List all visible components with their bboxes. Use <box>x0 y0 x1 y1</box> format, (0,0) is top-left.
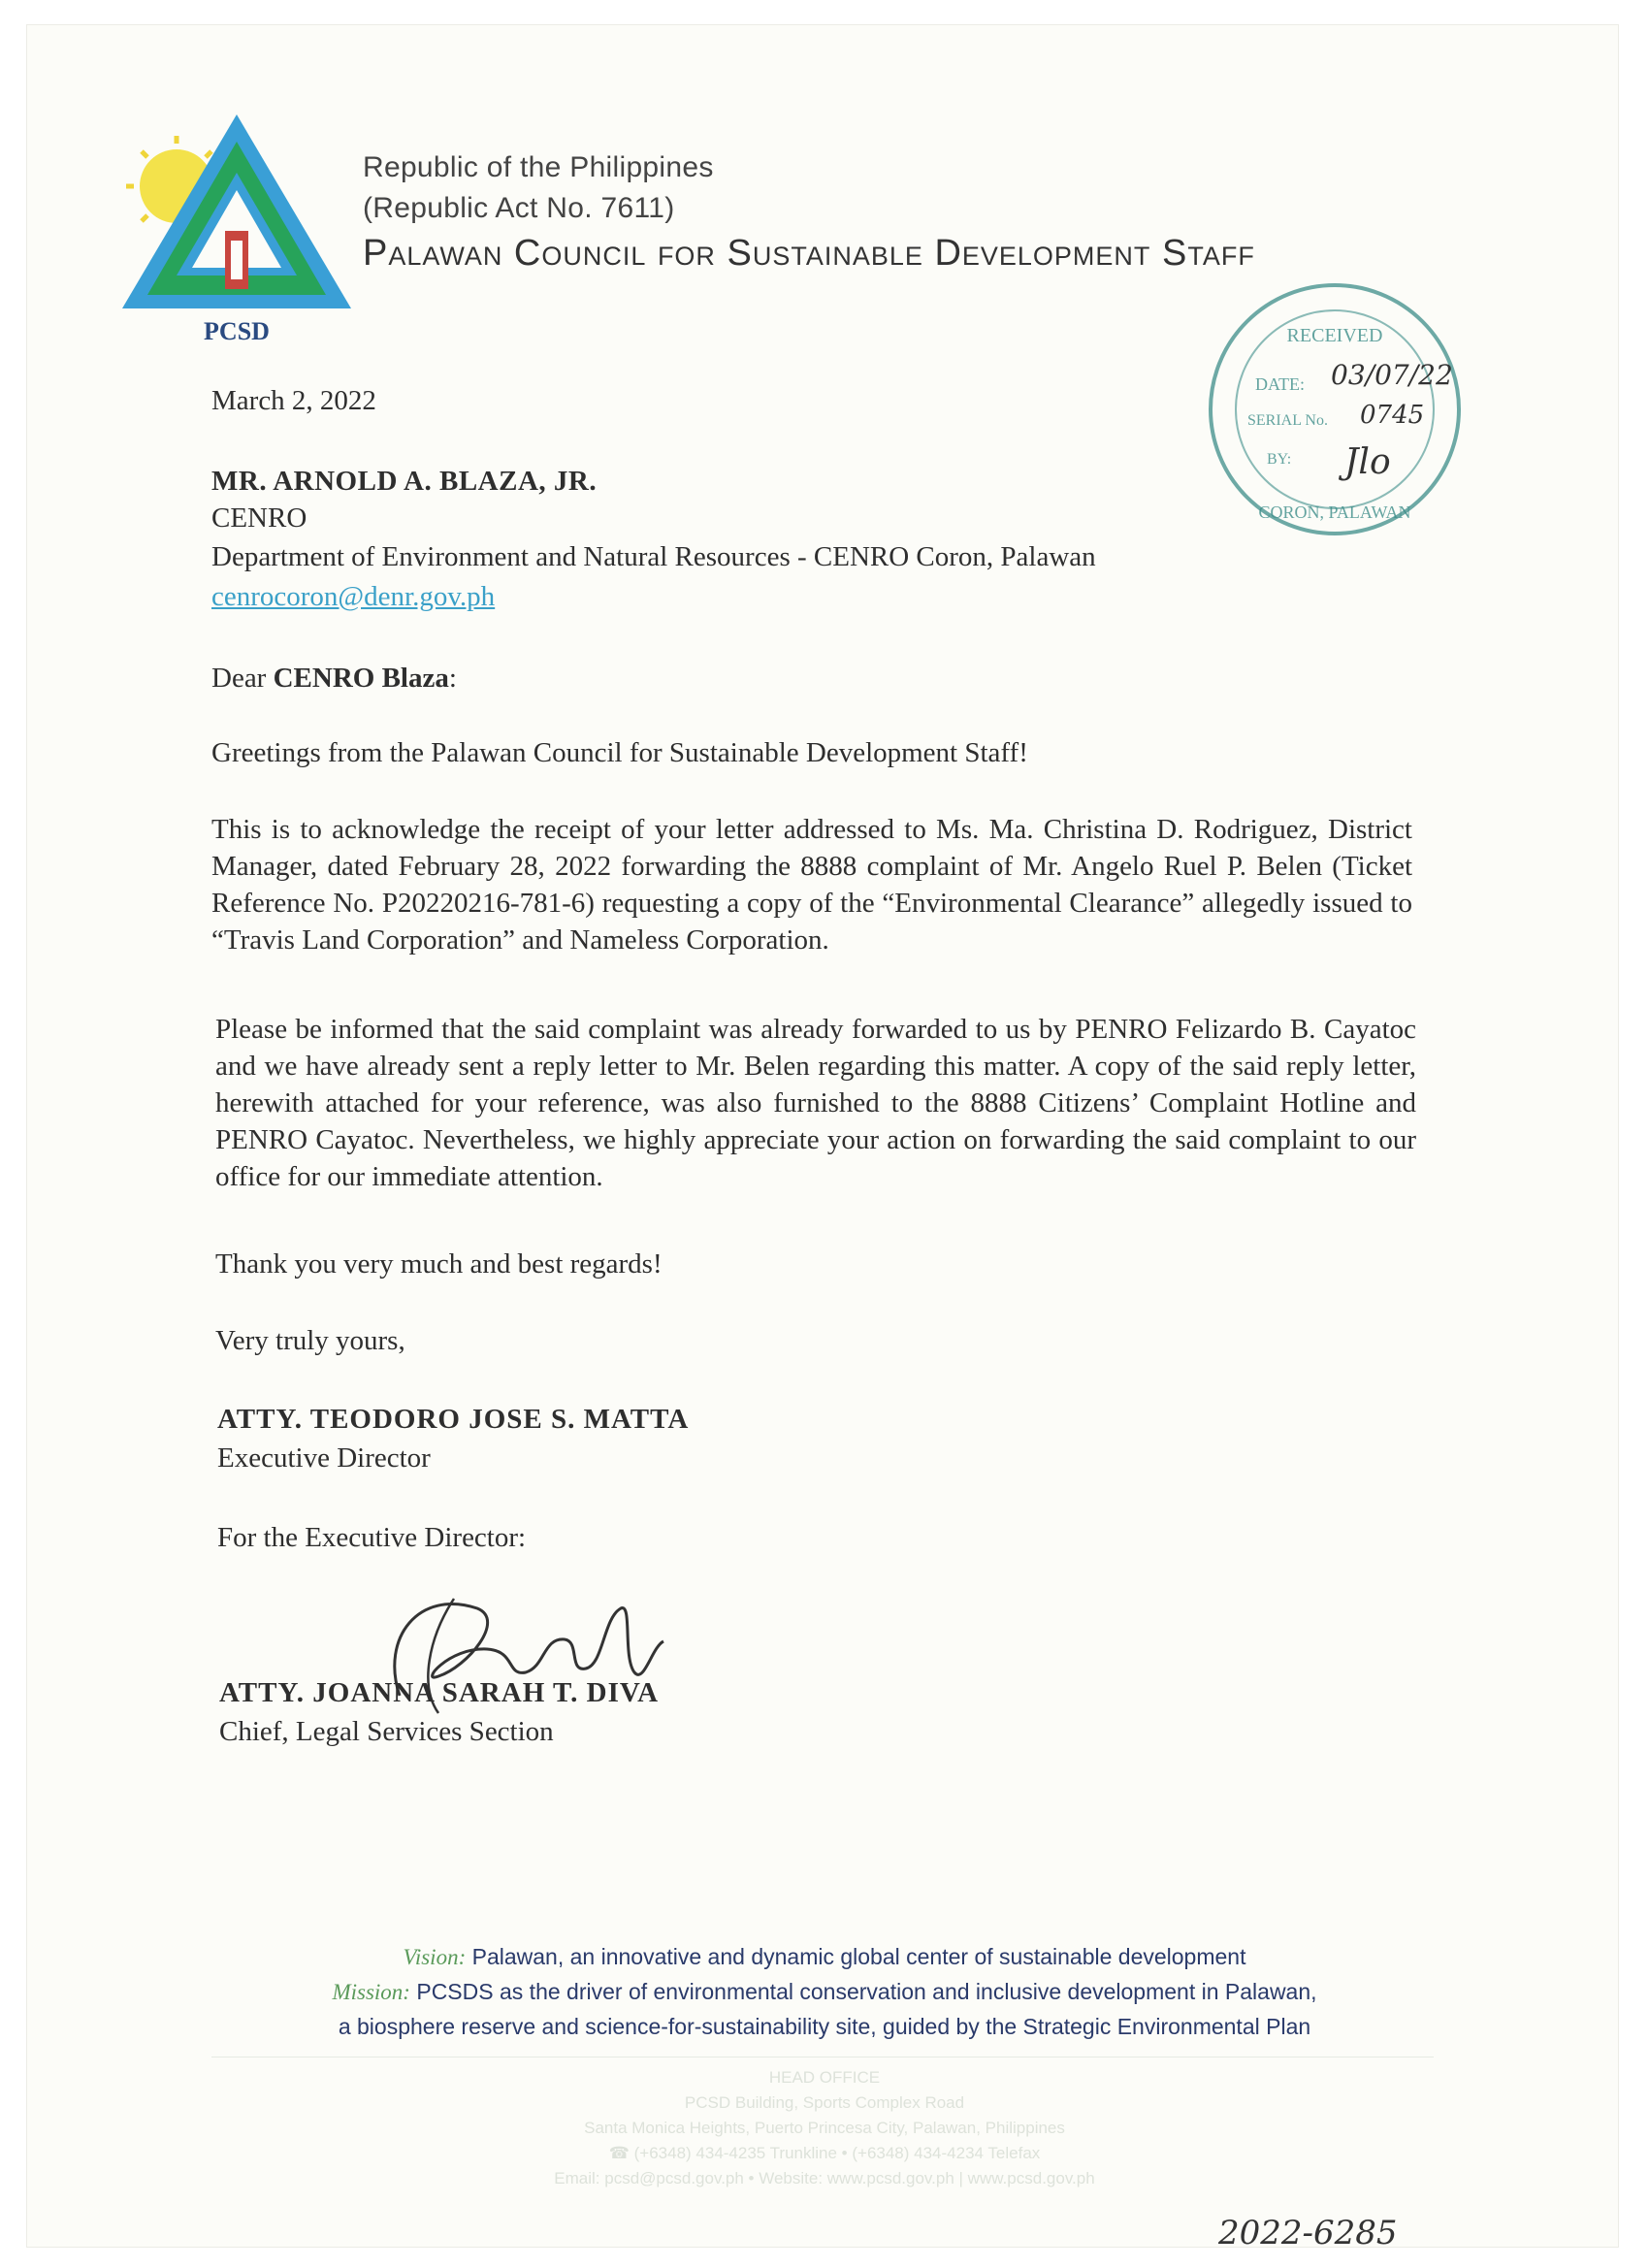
addressee-department: Department of Environment and Natural Resources - CENRO Coron, Palawan <box>211 541 1096 572</box>
stamp-bottom-text: CORON, PALAWAN <box>1258 502 1411 522</box>
salutation-prefix: Dear <box>211 663 274 694</box>
salutation <box>211 660 457 697</box>
vision-text: Palawan, an innovative and dynamic global center of sustainable development <box>466 1944 1246 1969</box>
header-republic-act: (Republic Act No. 7611) <box>363 192 675 224</box>
paragraph-acknowledgement: This is to acknowledge the receipt of your letter addressed to Ms. Ma. Christina D. Rodriguez, District Manager, dated February 28, 2022 forwarding the 8888 complaint of Mr. Angelo Ruel P. Belen (Ticket Reference No. P20220216-781-6) requesting a copy of the “Environmental Clearance” allegedly issued to “Travis Land Corporation” and Nameless Corporation. <box>211 814 1412 956</box>
stamp-date-value: 03/07/22 <box>1331 359 1453 391</box>
stamp-received: RECEIVED <box>1286 325 1383 346</box>
thanks-line: Thank you very much and best regards! <box>215 1248 663 1280</box>
addressee-title: CENRO <box>211 502 307 534</box>
logo-text: PCSD <box>204 317 270 345</box>
header-republic: Republic of the Philippines <box>363 151 714 183</box>
vision-label: Vision: <box>403 1945 467 1969</box>
signatory2-name: ATTY. JOANNA SARAH T. DIVA <box>219 1677 660 1708</box>
office-address-1: PCSD Building, Sports Complex Road <box>684 2093 965 2112</box>
stamp-by-label: BY: <box>1267 451 1292 468</box>
stamp-serial-label: SERIAL No. <box>1247 412 1328 429</box>
addressee-name: MR. ARNOLD A. BLAZA, JR. <box>211 466 598 497</box>
footer-mission-continued: a biosphere reserve and science-for-sustainability site, guided by the Strategic Environmental Plan <box>338 2014 1311 2039</box>
stamp-date-label: DATE: <box>1255 374 1305 394</box>
header-organization-title: Palawan Council for Sustainable Development Staff <box>363 233 1255 274</box>
greeting: Greetings from the Palawan Council for Sustainable Development Staff! <box>211 737 1028 768</box>
office-heading: HEAD OFFICE <box>768 2068 881 2087</box>
addressee-email-link[interactable]: cenrocoron@denr.gov.ph <box>211 581 496 612</box>
for-executive-director: For the Executive Director: <box>217 1522 527 1553</box>
salutation-suffix: : <box>448 663 457 694</box>
office-contact: Email: pcsd@pcsd.gov.ph • Website: www.pcsd.gov.ph | www.pcsd.gov.ph <box>554 2169 1095 2187</box>
mission-label: Mission: <box>332 1980 410 2004</box>
signatory1-name: ATTY. TEODORO JOSE S. MATTA <box>217 1404 690 1435</box>
handwritten-reference-number: 2022-6285 <box>1218 2214 1398 2252</box>
mission-text-1: PCSDS as the driver of environmental conservation and inclusive development in Palawan, <box>409 1979 1317 2004</box>
signatory1-title: Executive Director <box>217 1442 431 1474</box>
pcsd-logo <box>122 114 351 347</box>
office-phone: ☎ (+6348) 434-4235 Trunkline • (+6348) 434-4234 Telefax <box>608 2144 1041 2162</box>
stamp-initials: Jlo <box>1344 442 1391 482</box>
footer-mission <box>291 1979 1358 2005</box>
footer-vision <box>291 1944 1358 1970</box>
office-address-2: Santa Monica Heights, Puerto Princesa City, Palawan, Philippines <box>584 2119 1065 2137</box>
closing-line: Very truly yours, <box>215 1325 405 1356</box>
signatory2-title: Chief, Legal Services Section <box>219 1716 554 1747</box>
stamp-serial-value: 0745 <box>1360 401 1425 430</box>
paragraph-information: Please be informed that the said complaint was already forwarded to us by PENRO Felizardo B. Cayatoc and we have already sent a reply letter to Mr. Belen regarding this matter. A copy of the said reply letter, herewith attached for your reference, was also furnished to the 8888 Citizens’ Complaint Hotline and PENRO Cayatoc. Nevertheless, we highly appreciate your action on forwarding the said complaint to our office for our immediate attention. <box>215 1014 1416 1192</box>
salutation-name: CENRO Blaza <box>273 663 449 694</box>
received-stamp <box>1199 264 1519 555</box>
letter-date: March 2, 2022 <box>211 385 376 416</box>
